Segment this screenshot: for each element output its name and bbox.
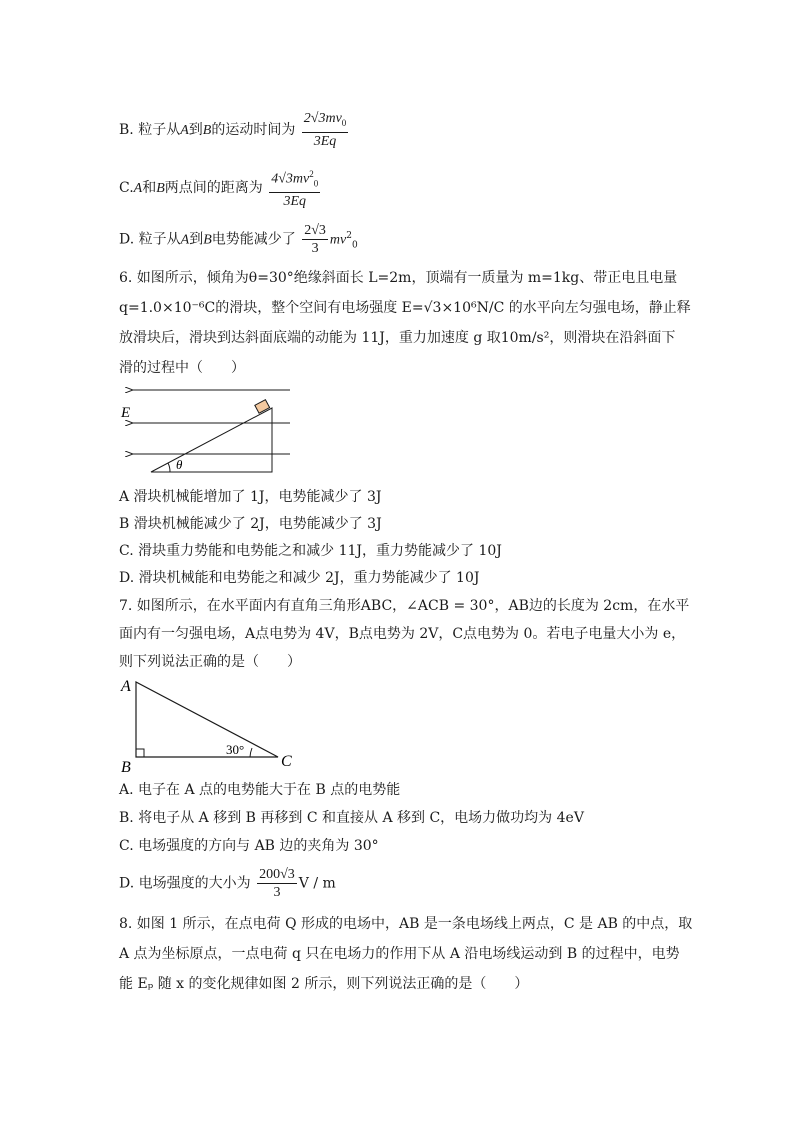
angle-arc <box>250 748 252 757</box>
fraction: $\frac{2√3mv_0}{3Eq}$ <box>303 111 347 149</box>
fraction: $\frac{200√3}{3}$ <box>259 867 295 900</box>
field-label-e: E <box>121 405 131 421</box>
q6-option-b: B 滑块机械能减少了 2J，电势能减少了 3J <box>119 516 382 532</box>
q7-option-a: A. 电子在 A 点的电势能大于在 B 点的电势能 <box>119 782 401 798</box>
q8-line3: 能 Eₚ 随 x 的变化规律如图 2 所示，则下列说法正确的是（ ） <box>119 976 529 992</box>
fraction: $\frac{2√3}{3}$ <box>304 223 326 256</box>
vertex-label-b: B <box>121 759 131 774</box>
q8-line2: A 点为坐标原点，一点电荷 q 只在电场力的作用下从 A 沿电场线运动到 B 的过程中，电势 <box>119 946 680 962</box>
vertex-label-c: C <box>281 753 292 770</box>
fraction: $\frac{4√3mv^2_0}{3Eq}$ <box>269 166 320 210</box>
vertex-label-a: A <box>121 678 131 695</box>
option-d: D. 粒子从A到B电势能减少了 $\frac{2√3}{3}$ $mv^2_0$ <box>119 223 358 256</box>
q6-line3: 放滑块后，滑块到达斜面底端的动能为 11J，重力加速度 g 取10m/s²，则滑块在沿斜面下 <box>119 330 676 346</box>
q7-option-c: C. 电场强度的方向与 AB 边的夹角为 30° <box>119 838 379 854</box>
option-b: B. 粒子从A到B的运动时间为 $\frac{2√3mv_0}{3Eq}$ <box>119 111 347 149</box>
q7-line3: 则下列说法正确的是（ ） <box>119 654 301 670</box>
incline <box>151 408 272 472</box>
q6-line2: q=1.0×10⁻⁶C的滑块，整个空间有电场强度 E=√3×10⁶N/C 的水平向左匀强电场，静止释 <box>119 300 691 316</box>
q6-line4: 滑的过程中（ ） <box>119 360 245 376</box>
q6-option-c: C. 滑块重力势能和电势能之和减少 11J，重力势能减少了 10J <box>119 543 502 559</box>
angle-label-theta: θ <box>176 457 183 472</box>
angle-arc <box>168 463 170 472</box>
q7-option-b: B. 将电子从 A 移到 B 再移到 C 和直接从 A 移到 C，电场力做功均为 4eV <box>119 810 584 826</box>
q7-line1: 7. 如图所示，在水平面内有直角三角形ABC，∠ACB = 30°，AB边的长度为 2cm，在水平 <box>119 598 690 614</box>
option-c: C.A和B两点间的距离为 $\frac{4√3mv^2_0}{3Eq}$ <box>119 166 322 210</box>
q6-option-d: D. 滑块机械能和电势能之和减少 2J，重力势能减少了 10J <box>119 570 480 586</box>
right-angle-mark <box>136 749 144 757</box>
slider-block <box>255 400 270 414</box>
q6-line1: 6. 如图所示，倾角为θ=30°绝缘斜面长 L=2m，顶端有一质量为 m=1kg、带正电且电量 <box>119 270 678 286</box>
triangle-abc <box>136 682 278 757</box>
q6-option-a: A 滑块机械能增加了 1J，电势能减少了 3J <box>119 489 382 505</box>
q7-line2: 面内有一匀强电场，A点电势为 4V，B点电势为 2V，C点电势为 0。若电子电量大小为 e， <box>119 626 686 642</box>
q6-figure <box>118 380 298 476</box>
q7-figure <box>118 674 308 774</box>
q8-line1: 8. 如图 1 所示，在点电荷 Q 形成的电场中，AB 是一条电场线上两点，C 是 AB 的中点，取 <box>119 916 693 932</box>
q7-option-d: D. 电场强度的大小为 $\frac{200√3}{3}$ V / m <box>119 867 336 900</box>
angle-label: 30° <box>226 742 245 757</box>
